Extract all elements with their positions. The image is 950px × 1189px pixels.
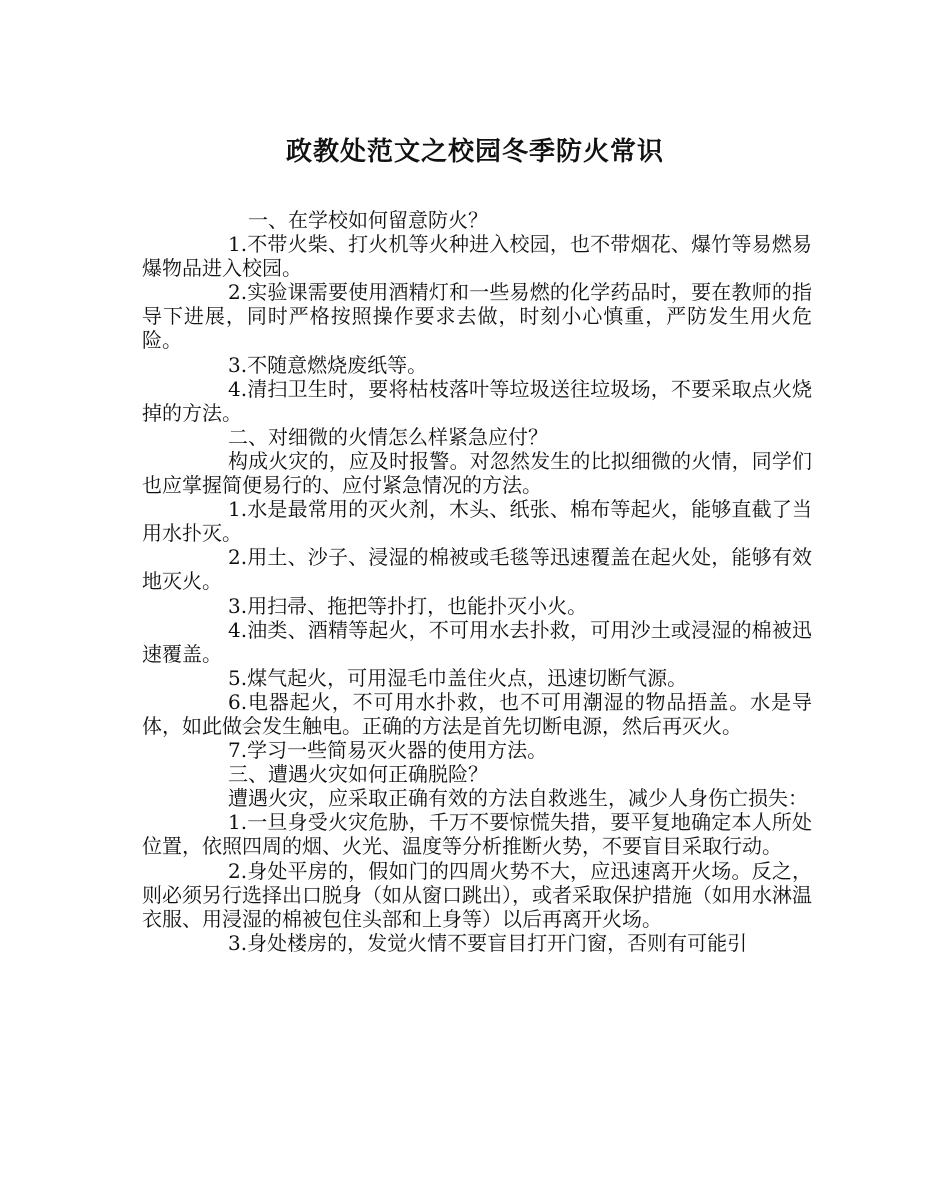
body-paragraph: 4.油类、酒精等起火，不可用水去扑救，可用沙土或浸湿的棉被迅速覆盖。 <box>142 617 812 666</box>
body-paragraph: 二、对细微的火情怎么样紧急应付？ <box>228 424 548 449</box>
body-paragraph: 3.身处楼房的，发觉火情不要盲目打开门窗，否则有可能引 <box>228 930 748 955</box>
body-paragraph: 遭遇火灾，应采取正确有效的方法自救逃生，减少人身伤亡损失： <box>228 786 808 811</box>
body-paragraph: 一、在学校如何留意防火？ <box>248 208 488 232</box>
body-paragraph: 1.一旦身受火灾危胁，千万不要惊慌失措，要平复地确定本人所处位置，依照四周的烟、火光、温度等分析推断火势，不要盲目采取行动。 <box>142 810 812 859</box>
body-paragraph: 2.实验课需要使用酒精灯和一些易燃的化学药品时，要在教师的指导下进展，同时严格按照操作要求去做，时刻小心慎重，严防发生用火危险。 <box>142 280 812 353</box>
document-body <box>142 208 812 955</box>
body-paragraph: 2.用土、沙子、浸湿的棉被或毛毯等迅速覆盖在起火处，能够有效地灭火。 <box>142 545 812 594</box>
body-paragraph: 2.身处平房的，假如门的四周火势不大，应迅速离开火场。反之，则必须另行选择出口脱身（如从窗口跳出），或者采取保护措施（如用水淋温衣服、用浸湿的棉被包住头部和上身等）以后再离开火场。 <box>142 858 812 931</box>
body-paragraph: 构成火灾的，应及时报警。对忽然发生的比拟细微的火情，同学们也应掌握简便易行的、应付紧急情况的方法。 <box>142 448 812 498</box>
body-paragraph: 7.学习一些简易灭火器的使用方法。 <box>228 738 548 763</box>
body-paragraph: 三、遭遇火灾如何正确脱险？ <box>228 762 488 787</box>
body-paragraph: 3.用扫帚、拖把等扑打，也能扑灭小火。 <box>228 593 588 618</box>
body-paragraph: 1.水是最常用的灭火剂，木头、纸张、棉布等起火，能够直截了当用水扑灭。 <box>142 497 812 546</box>
body-paragraph: 4.清扫卫生时，要将枯枝落叶等垃圾送往垃圾场，不要采取点火烧掉的方法。 <box>142 376 812 425</box>
document-title: 政教处范文之校园冬季防火常识 <box>285 137 664 167</box>
body-paragraph: 5.煤气起火，可用湿毛巾盖住火点，迅速切断气源。 <box>228 665 688 690</box>
body-paragraph: 1.不带火柴、打火机等火种进入校园，也不带烟花、爆竹等易燃易爆物品进入校园。 <box>142 232 812 281</box>
body-paragraph: 3.不随意燃烧废纸等。 <box>228 352 428 377</box>
body-paragraph: 6.电器起火，不可用水扑救，也不可用潮湿的物品捂盖。水是导体，如此做会发生触电。正确的方法是首先切断电源，然后再灭火。 <box>142 689 812 738</box>
